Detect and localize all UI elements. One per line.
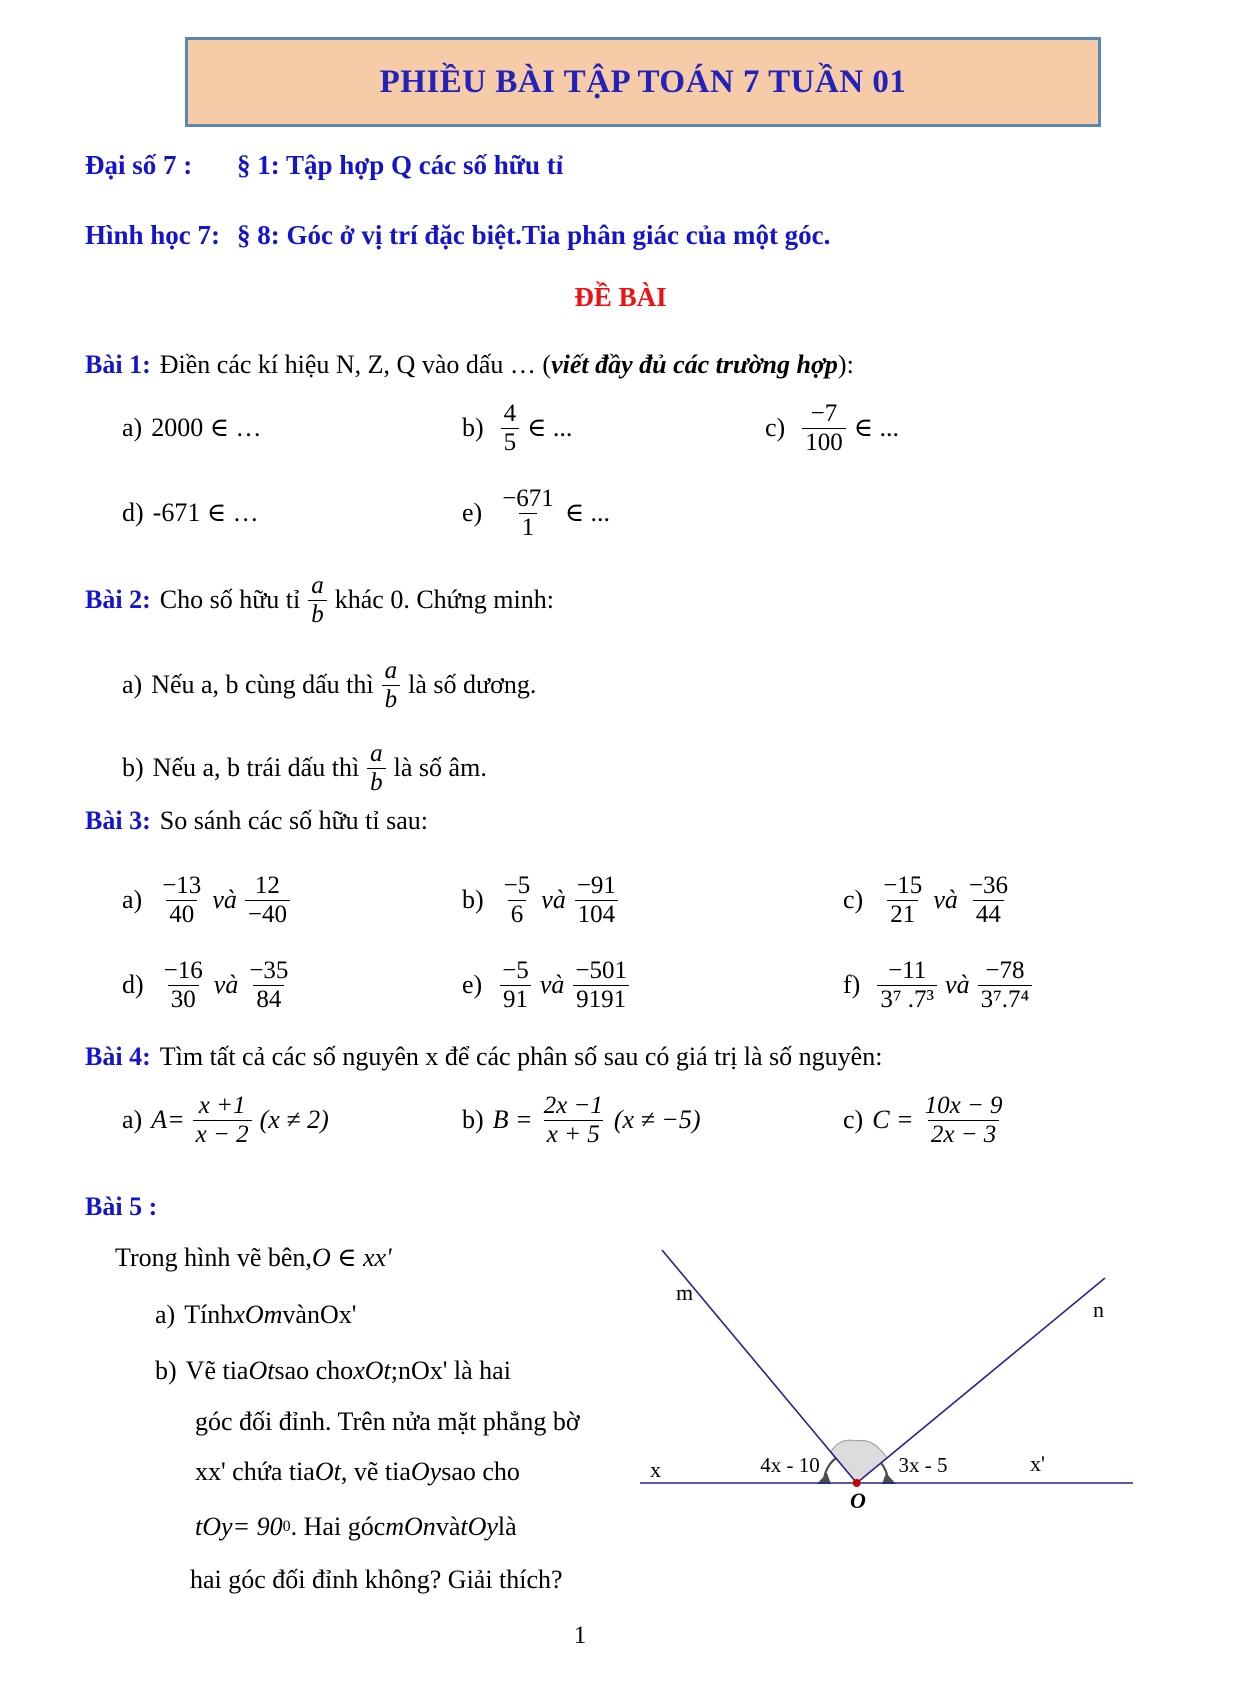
fraction: $\frac{-11}{\text{3⁷ .7³}}$ — [877, 957, 937, 1013]
subject-label-geometry: Hình học 7: — [85, 220, 221, 250]
bai2-item-a: a) Nếu a, b cùng dấu thì $\frac{a}{b}$ là số dương. — [122, 657, 537, 713]
bai5-item-b-line1: b) Vẽ tia Ot sao cho xOt ;nOx' là hai — [155, 1356, 511, 1385]
label-x: x — [650, 1457, 661, 1482]
bai5-line1: Trong hình vẽ bên, O ∈ xx' — [115, 1243, 392, 1272]
bai1-item-d: d) -671 ∈ … — [122, 498, 259, 527]
bai5-item-b-line4: tOy = 90 0 . Hai góc mOn và tOy là — [195, 1512, 517, 1541]
bai1-item-b: b) $\frac{4}{5}$ ∈ ... — [462, 400, 573, 456]
fraction: $\frac{-5}{91}$ — [499, 957, 532, 1013]
fraction: $\frac{-501}{9191}$ — [572, 957, 630, 1013]
fraction: $\frac{-7}{100}$ — [802, 400, 846, 456]
label-x-prime: x' — [1030, 1451, 1045, 1476]
fraction: $\frac{-16}{30}$ — [163, 957, 203, 1013]
fraction: $\frac{-78}{\text{3⁷.7⁴}}$ — [978, 957, 1033, 1013]
subject-line-geometry — [85, 220, 220, 251]
bai3-item-c: c) $\frac{-15}{21}$ và $\frac{-36}{44}$ — [843, 870, 1019, 930]
ray-n — [857, 1278, 1105, 1483]
fraction: $\frac{a}{b}$ — [308, 572, 327, 628]
label-angle-left: 4x - 10 — [760, 1453, 820, 1477]
bai5-item-b-line3: xx' chứa tia Ot , vẽ tia Oy sao cho — [195, 1457, 520, 1486]
fraction: $\frac{4}{5}$ — [501, 400, 520, 456]
bai2-item-b: b) Nếu a, b trái dấu thì $\frac{a}{b}$ là số âm. — [122, 740, 487, 796]
bai1-label: Bài 1: — [85, 350, 151, 379]
bai2-label: Bài 2: — [85, 585, 151, 614]
fraction: $\frac{-15}{21}$ — [883, 872, 923, 928]
fraction: $\frac{-91}{104}$ — [574, 872, 619, 928]
bai4-item-c: c) C = $\frac{10x - 9}{2x - 3}$ — [843, 1090, 1014, 1150]
bai2-heading: Bài 2: Cho số hữu tỉ $\frac{a}{b}$ khác 0. Chứng minh: — [85, 572, 554, 628]
bai1-heading: Bài 1: Điền các kí hiệu N, Z, Q vào dấu … ( viết đầy đủ các trường hợp ): — [85, 350, 854, 379]
bai5-heading — [85, 1192, 157, 1222]
bai4-item-b: b) B = $\frac{2x -1}{x + 5}$ (x ≠ −5) — [462, 1092, 701, 1148]
fraction: $\frac{a}{b}$ — [382, 657, 401, 713]
label-n: n — [1093, 1297, 1104, 1322]
bai1-item-e: e) $\frac{-671}{1}$ ∈ ... — [462, 485, 611, 541]
fraction: $\frac{2x -1}{x + 5}$ — [543, 1092, 603, 1148]
bai3-label: Bài 3: — [85, 806, 151, 835]
vertex-O-dot — [853, 1479, 861, 1487]
bai3-item-b: b) $\frac{-5}{6}$ và $\frac{-91}{104}$ — [462, 870, 627, 930]
exponent: 0 — [282, 1518, 291, 1535]
fraction: $\frac{-671}{1}$ — [502, 485, 554, 541]
subject-label-algebra: Đại số 7 : — [85, 150, 193, 180]
label-O: O — [850, 1488, 866, 1513]
label-angle-right: 3x - 5 — [898, 1453, 948, 1477]
page-number: 1 — [573, 1622, 587, 1649]
bai4-label: Bài 4: — [85, 1042, 151, 1071]
bai3-heading: Bài 3: So sánh các số hữu tỉ sau: — [85, 806, 429, 835]
subject-content-algebra: § 1: Tập hợp Q các số hữu tỉ — [237, 150, 564, 180]
subject-line-algebra — [85, 150, 192, 181]
section-heading: ĐỀ BÀI — [574, 282, 667, 312]
fraction: $\frac{12}{-40}$ — [245, 872, 290, 928]
bai4-item-a: a) A= $\frac{x +1}{x - 2}$ (x ≠ 2) — [122, 1092, 329, 1148]
fraction: $\frac{10x - 9}{2x - 3}$ — [924, 1092, 1003, 1148]
fraction: $\frac{-36}{44}$ — [968, 872, 1008, 928]
title-box — [185, 37, 1101, 127]
bai5-item-b-line2: góc đối đỉnh. Trên nửa mặt phẳng bờ — [195, 1407, 580, 1436]
fraction: $\frac{-5}{6}$ — [503, 872, 531, 928]
bai3-item-d: d) $\frac{-16}{30}$ và $\frac{-35}{84}$ — [122, 955, 299, 1015]
geometry-figure — [610, 1155, 1140, 1515]
bai3-item-f: f) $\frac{-11}{\text{3⁷ .7³}}$ và $\frac{-78}{\text{3⁷.7⁴}}$ — [843, 955, 1040, 1015]
bai4-heading: Bài 4: Tìm tất cả các số nguyên x để các phân số sau có giá trị là số nguyên: — [85, 1042, 883, 1071]
fraction: $\frac{a}{b}$ — [367, 740, 386, 796]
label-m: m — [676, 1280, 694, 1305]
subject-content-geometry: § 8: Góc ở vị trí đặc biệt.Tia phân giác của một góc. — [237, 220, 831, 250]
bai3-item-a: a) $\frac{-13}{40}$ và $\frac{12}{-40}$ — [122, 870, 298, 930]
bai3-item-e: e) $\frac{-5}{91}$ và $\frac{-501}{9191}$ — [462, 955, 638, 1015]
fraction: $\frac{-13}{40}$ — [162, 872, 202, 928]
fraction: $\frac{x +1}{x - 2}$ — [193, 1092, 252, 1148]
fraction: $\frac{-35}{84}$ — [249, 957, 289, 1013]
bai1-item-a: a) 2000 ∈ … — [122, 413, 262, 442]
bai5-label: Bài 5 : — [85, 1192, 158, 1221]
bai5-item-a: a) Tính xOm và nOx' — [155, 1300, 357, 1329]
page-title: PHIỀU BÀI TẬP TOÁN 7 TUẦN 01 — [379, 63, 907, 100]
bai5-item-b-line5: hai góc đối đỉnh không? Giải thích? — [190, 1565, 563, 1594]
bai1-item-c: c) $\frac{-7}{100}$ ∈ ... — [765, 400, 899, 456]
